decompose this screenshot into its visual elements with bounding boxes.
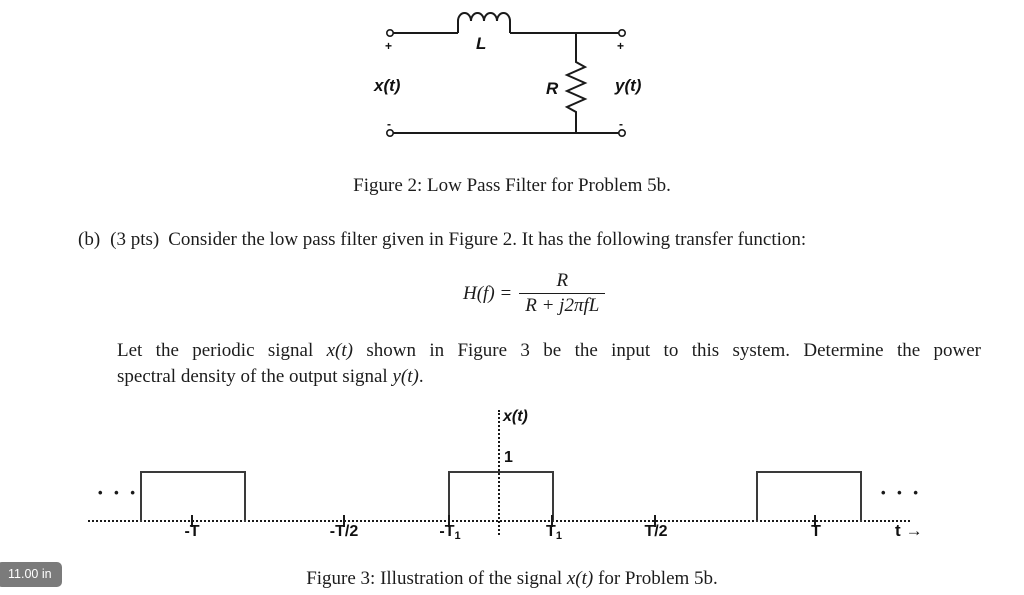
body-text: shown in Figure 3 be the input to this system. Determine the power [352,340,981,361]
terminal-top-right [619,30,625,36]
body-text: Let the periodic signal [117,340,327,361]
equation-lhs: H(f) = [463,282,513,304]
inline-math-yt: y(t) [392,366,419,387]
pulse-at-minus-T [140,471,246,522]
caption-text: for Problem 5b. [593,568,718,589]
problem-part-b-line [78,229,806,251]
t-label: t [895,521,901,540]
resistor-label: R [546,79,559,98]
tick-text: -T [439,523,455,540]
tick-label-T1 [546,523,562,542]
inductor-coil [458,13,510,33]
tick-text: -T [184,523,200,540]
equation-numerator: R [556,270,569,291]
transfer-function-equation [463,269,605,318]
equation-denominator: R + j2πfL [519,293,605,318]
tick-text: -T/2 [329,523,359,540]
pulse-at-T [756,471,862,522]
equation-fraction [519,269,605,318]
tick-text: T [546,523,556,540]
figure3-caption [0,568,1024,590]
tick-label-minus-T-half [330,523,358,542]
caption-text: Figure 3: Illustration of the signal [306,568,567,589]
problem-intro-text: Consider the low pass filter given in Figure 2. It has the following transfer function: [168,229,807,250]
body-text: . [418,366,424,387]
right-arrow-icon: → [905,521,923,540]
body-text: spectral density of the output signal [117,366,393,387]
tick-label-T [811,523,821,542]
tick-sub: 1 [454,530,461,542]
plus-sign-right: + [617,39,625,53]
page-size-badge: 11.00 in [0,562,62,587]
circuit-input-label: x(t) [374,76,401,95]
problem-body-line2 [117,366,981,388]
part-label: (b) [78,229,101,250]
plus-sign-left: + [385,39,393,53]
points-label: (3 pts) [110,229,160,250]
inductor-label: L [476,34,487,53]
signal-axis-label: x(t) [503,408,528,425]
figure2-circuit-diagram [368,0,658,145]
minus-sign-left: - [387,117,391,131]
caption-math-xt: x(t) [566,568,594,589]
amplitude-label: 1 [504,449,513,466]
ellipsis-left: • • • [98,485,139,500]
terminal-top-left [387,30,393,36]
minus-sign-right: - [619,117,623,131]
tick-text: T [811,523,821,540]
tick-label-T-half [644,523,667,542]
tick-label-minus-T [184,523,199,542]
inline-math-xt: x(t) [326,340,353,361]
time-axis-label [895,521,923,541]
circuit-output-label: y(t) [615,76,642,95]
problem-body-line1 [117,340,981,362]
figure2-caption: Figure 2: Low Pass Filter for Problem 5b. [353,175,671,196]
resistor-branch [567,33,585,133]
pulse-at-origin [448,471,554,522]
tick-label-minus-T1 [439,523,460,542]
tick-sub: 1 [555,530,562,542]
ellipsis-right: • • • [881,485,922,500]
tick-text: T/2 [644,523,668,540]
